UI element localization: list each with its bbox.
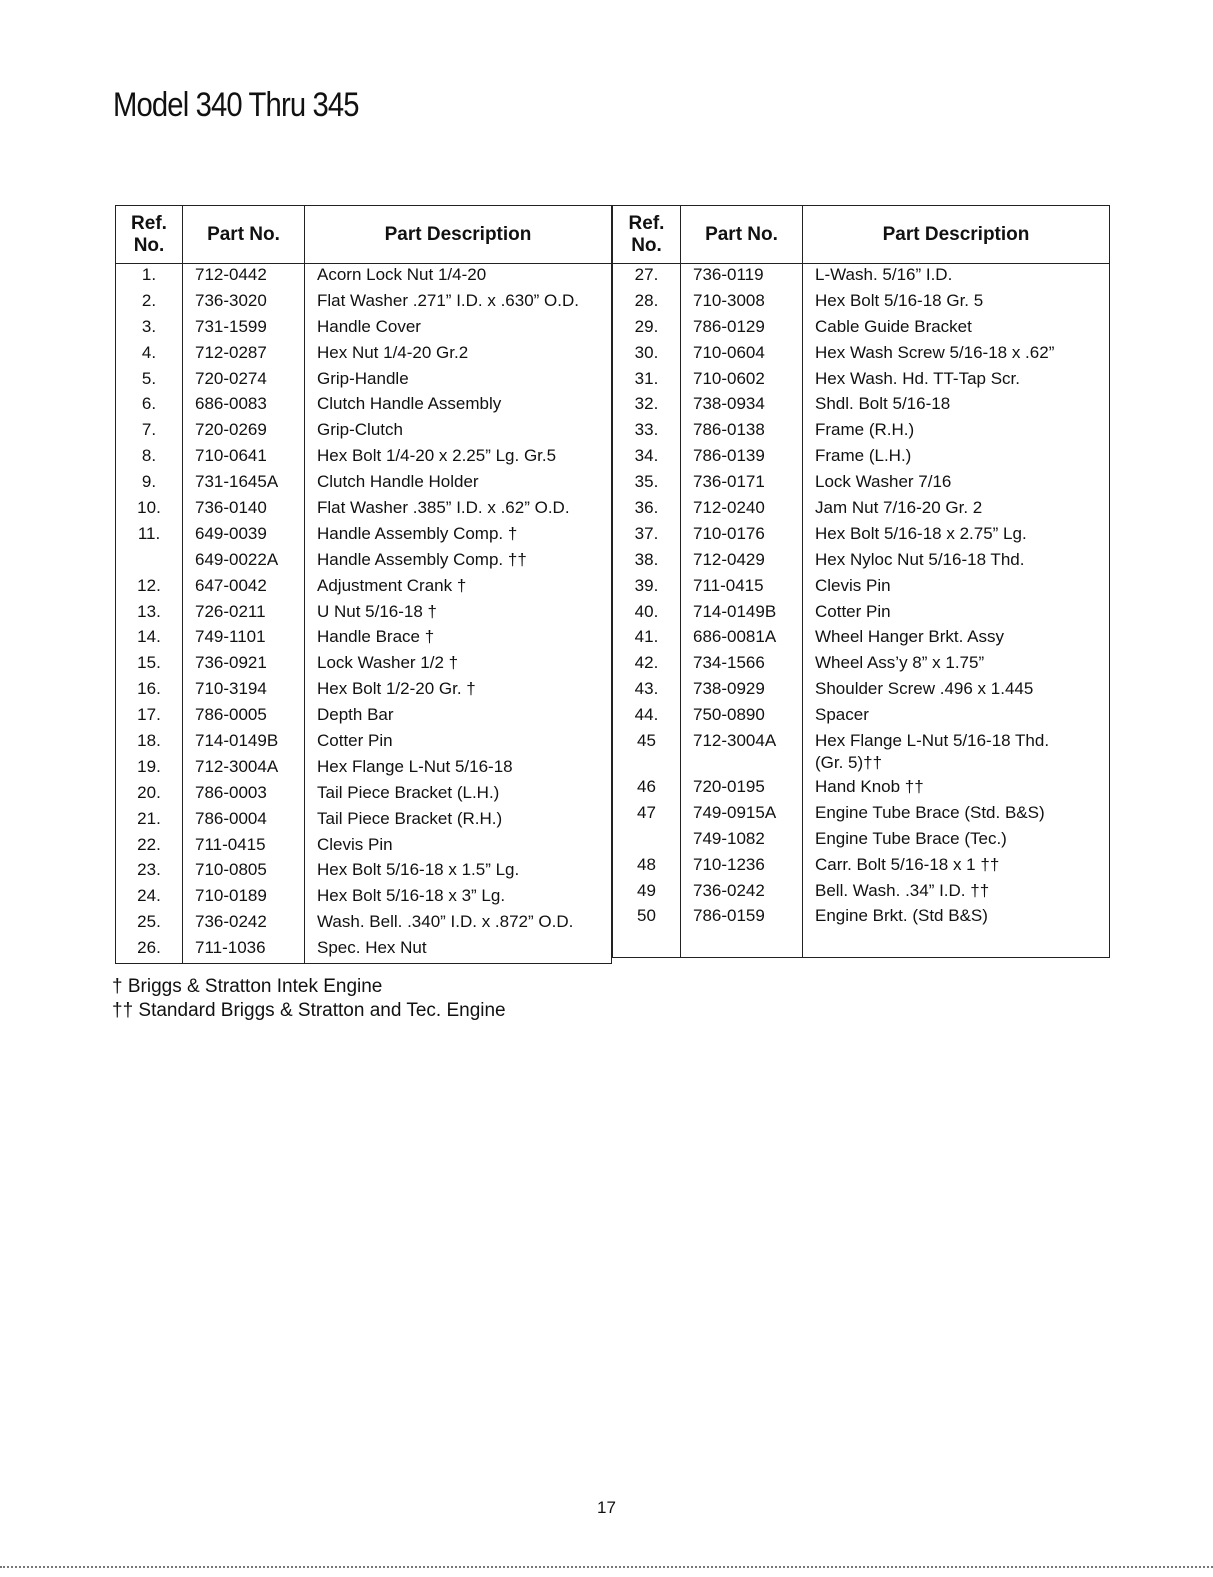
part-description-cell: Frame (R.H.): [803, 419, 1110, 445]
bottom-divider: [0, 1566, 1213, 1568]
part-no-cell: 720-0274: [183, 368, 305, 394]
part-no-cell: 786-0003: [183, 782, 305, 808]
ref-no-cell: 38.: [613, 549, 681, 575]
ref-no-cell: 30.: [613, 342, 681, 368]
table-row: [116, 497, 612, 523]
ref-no-cell: 40.: [613, 601, 681, 627]
part-description-cell: Jam Nut 7/16-20 Gr. 2: [803, 497, 1110, 523]
ref-no-cell: 14.: [116, 626, 183, 652]
part-no-cell: 712-0442: [183, 264, 305, 290]
ref-no-cell: 41.: [613, 626, 681, 652]
part-no-cell: 731-1599: [183, 316, 305, 342]
table-row: [613, 652, 1110, 678]
ref-no-cell: 25.: [116, 911, 183, 937]
table-row: [116, 368, 612, 394]
part-no-cell: 710-0641: [183, 445, 305, 471]
table-row: [116, 937, 612, 963]
ref-no-cell: 1.: [116, 264, 183, 290]
part-description-cell: Cable Guide Bracket: [803, 316, 1110, 342]
table-row: [116, 652, 612, 678]
table-row: [116, 704, 612, 730]
table-row: [613, 678, 1110, 704]
table-row: [116, 601, 612, 627]
ref-no-cell: 39.: [613, 575, 681, 601]
ref-no-cell: 10.: [116, 497, 183, 523]
part-description-cell: Hex Bolt 1/4-20 x 2.25” Lg. Gr.5: [305, 445, 612, 471]
part-no-cell: 786-0129: [681, 316, 803, 342]
part-no-cell: 786-0005: [183, 704, 305, 730]
ref-no-cell: 2.: [116, 290, 183, 316]
part-no-cell: 749-0915A: [681, 802, 803, 828]
part-description-cell: Clutch Handle Holder: [305, 471, 612, 497]
part-no-cell: 710-0176: [681, 523, 803, 549]
ref-no-cell: 44.: [613, 704, 681, 730]
ref-no-cell: 15.: [116, 652, 183, 678]
part-no-cell: 738-0929: [681, 678, 803, 704]
ref-no-cell: [116, 549, 183, 575]
part-no-cell: 710-0604: [681, 342, 803, 368]
part-description-cell: Lock Washer 1/2 †: [305, 652, 612, 678]
ref-no-cell: 49: [613, 880, 681, 906]
ref-no-cell: 22.: [116, 834, 183, 860]
part-description-cell: Spec. Hex Nut: [305, 937, 612, 963]
ref-no-cell: 33.: [613, 419, 681, 445]
part-description-cell: L-Wash. 5/16” I.D.: [803, 264, 1110, 290]
part-description-cell: Hex Bolt 5/16-18 Gr. 5: [803, 290, 1110, 316]
table-row: [613, 802, 1110, 828]
ref-no-cell: 47: [613, 802, 681, 828]
part-no-cell: 786-0139: [681, 445, 803, 471]
table-row: [613, 905, 1110, 931]
table-row: [116, 549, 612, 575]
table-row: [116, 393, 612, 419]
ref-no-cell: 50: [613, 905, 681, 931]
part-no-cell: 712-0240: [681, 497, 803, 523]
table-row: [613, 368, 1110, 394]
part-description-cell: Frame (L.H.): [803, 445, 1110, 471]
part-description-cell: Adjustment Crank †: [305, 575, 612, 601]
page-number: 17: [597, 1498, 616, 1517]
part-no-cell: 738-0934: [681, 393, 803, 419]
table-row: [613, 342, 1110, 368]
page-title: Model 340 Thru 345: [113, 86, 359, 124]
ref-no-cell: 12.: [116, 575, 183, 601]
footnote-double-dagger: †† Standard Briggs & Stratton and Tec. Engine: [112, 1000, 506, 1021]
table-row: [116, 471, 612, 497]
part-no-cell: 711-0415: [183, 834, 305, 860]
table-row: [116, 419, 612, 445]
table-row: [613, 854, 1110, 880]
part-no-cell: 726-0211: [183, 601, 305, 627]
part-no-cell: 786-0004: [183, 808, 305, 834]
ref-no-cell: 29.: [613, 316, 681, 342]
part-description-cell: [803, 931, 1110, 957]
part-no-cell: 711-0415: [681, 575, 803, 601]
part-description-cell: Carr. Bolt 5/16-18 x 1 ††: [803, 854, 1110, 880]
part-description-cell: Hex Bolt 5/16-18 x 3” Lg.: [305, 885, 612, 911]
part-no-cell: 731-1645A: [183, 471, 305, 497]
part-description-cell: U Nut 5/16-18 †: [305, 601, 612, 627]
ref-no-cell: [613, 828, 681, 854]
part-no-cell: 749-1082: [681, 828, 803, 854]
part-description-cell: Cotter Pin: [305, 730, 612, 756]
part-no-cell: 647-0042: [183, 575, 305, 601]
part-description-cell: Wheel Hanger Brkt. Assy: [803, 626, 1110, 652]
table-row: [613, 549, 1110, 575]
ref-no-cell: 23.: [116, 859, 183, 885]
ref-no-cell: 24.: [116, 885, 183, 911]
part-no-cell: 710-1236: [681, 854, 803, 880]
part-no-cell: 736-0242: [681, 880, 803, 906]
part-no-header: Part No.: [183, 206, 305, 264]
table-row: [116, 885, 612, 911]
part-description-cell: Hand Knob ††: [803, 776, 1110, 802]
table-row: [116, 834, 612, 860]
part-no-cell: 736-3020: [183, 290, 305, 316]
ref-no-header: Ref. No.: [613, 206, 681, 264]
part-description-cell: Hex Bolt 5/16-18 x 2.75” Lg.: [803, 523, 1110, 549]
ref-no-cell: 16.: [116, 678, 183, 704]
table-row: [613, 471, 1110, 497]
ref-no-cell: 48: [613, 854, 681, 880]
ref-no-cell: 3.: [116, 316, 183, 342]
footnotes: [112, 975, 506, 1023]
part-no-cell: 714-0149B: [183, 730, 305, 756]
part-description-cell: Handle Assembly Comp. †: [305, 523, 612, 549]
part-no-cell: 749-1101: [183, 626, 305, 652]
part-no-cell: 710-3008: [681, 290, 803, 316]
part-no-cell: 711-1036: [183, 937, 305, 963]
part-no-cell: 686-0083: [183, 393, 305, 419]
part-no-cell: 710-0805: [183, 859, 305, 885]
part-description-cell: Hex Nyloc Nut 5/16-18 Thd.: [803, 549, 1110, 575]
ref-no-cell: 9.: [116, 471, 183, 497]
part-no-cell: 712-0429: [681, 549, 803, 575]
table-row: [613, 730, 1110, 776]
part-no-cell: 686-0081A: [681, 626, 803, 652]
table-row: [116, 264, 612, 290]
ref-no-cell: 37.: [613, 523, 681, 549]
table-row: [116, 859, 612, 885]
table-row: [613, 497, 1110, 523]
table-row: [613, 704, 1110, 730]
table-row: [613, 419, 1110, 445]
part-no-header: Part No.: [681, 206, 803, 264]
part-description-cell: Shoulder Screw .496 x 1.445: [803, 678, 1110, 704]
table-row: [116, 575, 612, 601]
part-no-cell: 649-0022A: [183, 549, 305, 575]
part-no-cell: 736-0119: [681, 264, 803, 290]
part-no-cell: 720-0269: [183, 419, 305, 445]
table-row: [116, 445, 612, 471]
part-no-cell: 786-0138: [681, 419, 803, 445]
part-description-cell: Engine Brkt. (Std B&S): [803, 905, 1110, 931]
ref-no-cell: 11.: [116, 523, 183, 549]
ref-no-cell: 20.: [116, 782, 183, 808]
part-description-cell: Hex Bolt 1/2-20 Gr. †: [305, 678, 612, 704]
part-description-cell: Wheel Ass’y 8” x 1.75”: [803, 652, 1110, 678]
part-description-header: Part Description: [803, 206, 1110, 264]
ref-no-cell: 6.: [116, 393, 183, 419]
table-row: [116, 626, 612, 652]
ref-no-cell: 21.: [116, 808, 183, 834]
table-row: [613, 290, 1110, 316]
parts-table-right: [612, 205, 1110, 958]
ref-no-cell: 32.: [613, 393, 681, 419]
table-row: [613, 575, 1110, 601]
table-row: [613, 601, 1110, 627]
table-row: [116, 782, 612, 808]
part-description-cell: Shdl. Bolt 5/16-18: [803, 393, 1110, 419]
part-description-cell: Spacer: [803, 704, 1110, 730]
table-row: [613, 931, 1110, 957]
part-description-cell: Wash. Bell. .340” I.D. x .872” O.D.: [305, 911, 612, 937]
part-no-cell: 712-3004A: [183, 756, 305, 782]
part-description-cell: Handle Cover: [305, 316, 612, 342]
part-no-cell: 710-3194: [183, 678, 305, 704]
table-row: [613, 393, 1110, 419]
part-description-cell: Tail Piece Bracket (L.H.): [305, 782, 612, 808]
ref-no-cell: 28.: [613, 290, 681, 316]
ref-no-cell: 34.: [613, 445, 681, 471]
table-row: [613, 880, 1110, 906]
part-no-cell: 714-0149B: [681, 601, 803, 627]
table-row: [116, 290, 612, 316]
ref-no-cell: 35.: [613, 471, 681, 497]
ref-no-cell: 26.: [116, 937, 183, 963]
ref-no-cell: 31.: [613, 368, 681, 394]
table-row: [116, 523, 612, 549]
ref-no-cell: 13.: [116, 601, 183, 627]
part-no-cell: 712-0287: [183, 342, 305, 368]
table-row: [613, 626, 1110, 652]
part-no-cell: 649-0039: [183, 523, 305, 549]
part-description-cell: [803, 730, 1110, 776]
ref-no-cell: 4.: [116, 342, 183, 368]
part-description-cell: Flat Washer .385” I.D. x .62” O.D.: [305, 497, 612, 523]
table-row: [613, 776, 1110, 802]
part-no-cell: [681, 931, 803, 957]
part-no-cell: 736-0242: [183, 911, 305, 937]
part-description-cell: Tail Piece Bracket (R.H.): [305, 808, 612, 834]
part-description-line: (Gr. 5)††: [815, 753, 883, 773]
table-header-row: [116, 206, 612, 264]
part-description-cell: Hex Nut 1/4-20 Gr.2: [305, 342, 612, 368]
part-no-cell: 710-0602: [681, 368, 803, 394]
table-row: [613, 316, 1110, 342]
ref-no-cell: 7.: [116, 419, 183, 445]
part-description-cell: Engine Tube Brace (Tec.): [803, 828, 1110, 854]
part-no-cell: 736-0171: [681, 471, 803, 497]
part-description-line: Hex Flange L-Nut 5/16-18 Thd.: [815, 731, 1050, 751]
part-description-cell: Clutch Handle Assembly: [305, 393, 612, 419]
ref-no-cell: 46: [613, 776, 681, 802]
part-description-cell: Clevis Pin: [305, 834, 612, 860]
part-description-cell: Handle Brace †: [305, 626, 612, 652]
part-description-cell: Acorn Lock Nut 1/4-20: [305, 264, 612, 290]
ref-no-header: Ref. No.: [116, 206, 183, 264]
part-description-cell: Hex Wash Screw 5/16-18 x .62”: [803, 342, 1110, 368]
ref-no-cell: 19.: [116, 756, 183, 782]
part-description-cell: Lock Washer 7/16: [803, 471, 1110, 497]
part-description-cell: Flat Washer .271” I.D. x .630” O.D.: [305, 290, 612, 316]
part-no-cell: 786-0159: [681, 905, 803, 931]
table-row: [116, 730, 612, 756]
footnote-single-dagger: † Briggs & Stratton Intek Engine: [112, 976, 383, 997]
table-row: [116, 316, 612, 342]
part-no-cell: 710-0189: [183, 885, 305, 911]
ref-no-cell: 42.: [613, 652, 681, 678]
ref-no-cell: [613, 931, 681, 957]
part-description-cell: Handle Assembly Comp. ††: [305, 549, 612, 575]
part-description-cell: Hex Flange L-Nut 5/16-18: [305, 756, 612, 782]
part-description-cell: Bell. Wash. .34” I.D. ††: [803, 880, 1110, 906]
part-description-cell: Hex Wash. Hd. TT-Tap Scr.: [803, 368, 1110, 394]
part-description-cell: Hex Bolt 5/16-18 x 1.5” Lg.: [305, 859, 612, 885]
part-no-cell: 734-1566: [681, 652, 803, 678]
ref-no-cell: 18.: [116, 730, 183, 756]
part-no-cell: 736-0921: [183, 652, 305, 678]
ref-no-cell: 17.: [116, 704, 183, 730]
part-no-cell: 736-0140: [183, 497, 305, 523]
part-no-cell: 720-0195: [681, 776, 803, 802]
table-row: [116, 808, 612, 834]
ref-no-cell: 43.: [613, 678, 681, 704]
table-header-row: [613, 206, 1110, 264]
table-row: [116, 342, 612, 368]
part-description-cell: Depth Bar: [305, 704, 612, 730]
ref-no-cell: 27.: [613, 264, 681, 290]
ref-no-cell: 36.: [613, 497, 681, 523]
table-row: [116, 911, 612, 937]
table-row: [116, 756, 612, 782]
table-row: [613, 445, 1110, 471]
part-description-cell: Engine Tube Brace (Std. B&S): [803, 802, 1110, 828]
ref-no-cell: 5.: [116, 368, 183, 394]
part-description-cell: Cotter Pin: [803, 601, 1110, 627]
part-no-cell: 712-3004A: [681, 730, 803, 776]
parts-table-left: [115, 205, 612, 964]
table-row: [116, 678, 612, 704]
part-description-cell: Grip-Clutch: [305, 419, 612, 445]
ref-no-cell: 8.: [116, 445, 183, 471]
part-description-cell: Grip-Handle: [305, 368, 612, 394]
ref-no-cell: 45: [613, 730, 681, 776]
table-row: [613, 523, 1110, 549]
part-description-cell: Clevis Pin: [803, 575, 1110, 601]
table-row: [613, 264, 1110, 290]
part-description-header: Part Description: [305, 206, 612, 264]
table-row: [613, 828, 1110, 854]
part-no-cell: 750-0890: [681, 704, 803, 730]
